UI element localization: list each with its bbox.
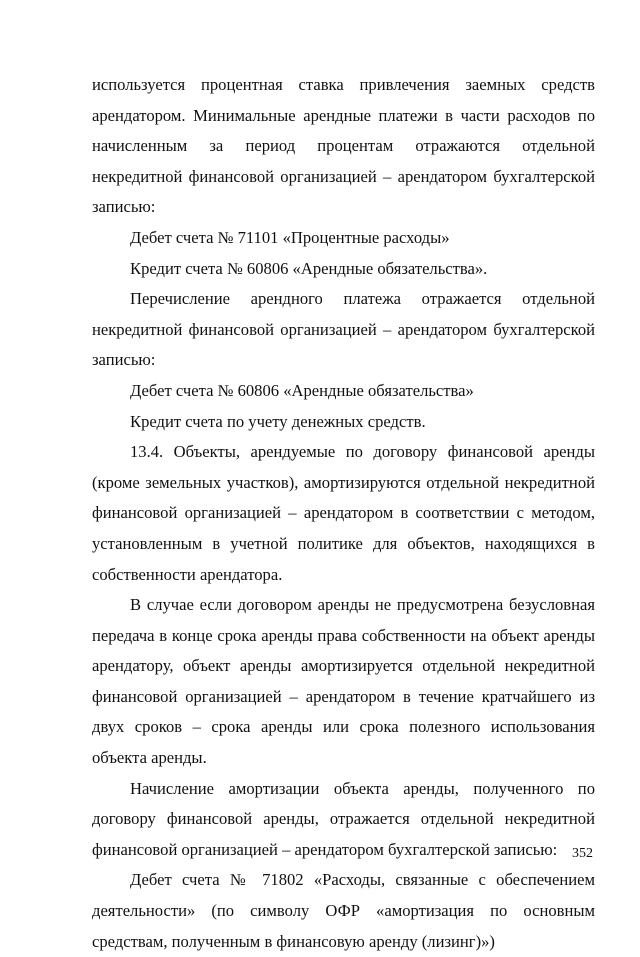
paragraph-9: Начисление амортизации объекта аренды, полученного по договору финансовой аренды, отражается отдельной некредитной финансовой организацией – арендатором бухгалтерской записью:: [92, 778, 595, 859]
paragraph-5: Дебет счета № 60806 «Арендные обязательства»: [130, 380, 474, 400]
paragraph-10: Дебет счета № 71802 «Расходы, связанные с обеспечением деятельности» (по символу ОФР «амортизация по основным средствам, полученным в финансовую аренду (лизинг)»): [92, 870, 595, 951]
document-page: [92, 70, 595, 957]
paragraph-6: Кредит счета по учету денежных средств.: [130, 411, 426, 431]
page-number: 352: [572, 846, 593, 861]
paragraph-8: В случае если договором аренды не предусмотрена безусловная передача в конце срока аренды права собственности на объект аренды арендатору, объект аренды амортизируется отдельной некредитной финансовой организацией – арендатором в течение кратчайшего из двух сроков – срока аренды или срока полезного использования объекта аренды.: [92, 595, 595, 768]
paragraph-3: Кредит счета № 60806 «Арендные обязательства».: [130, 258, 488, 278]
paragraph-7: 13.4. Объекты, арендуемые по договору финансовой аренды (кроме земельных участков), амортизируются отдельной некредитной финансовой организацией – арендатором в соответствии с методом, установленным в учетной политике для объектов, находящихся в собственности арендатора.: [92, 442, 595, 584]
paragraph-1: используется процентная ставка привлечения заемных средств арендатором. Минимальные арендные платежи в части расходов по начисленным за период процентам отражаются отдельной некредитной финансовой организацией – арендатором бухгалтерской записью:: [92, 75, 595, 217]
paragraph-4: Перечисление арендного платежа отражается отдельной некредитной финансовой организацией – арендатором бухгалтерской записью:: [92, 289, 595, 370]
paragraph-2: Дебет счета № 71101 «Процентные расходы»: [130, 227, 450, 247]
